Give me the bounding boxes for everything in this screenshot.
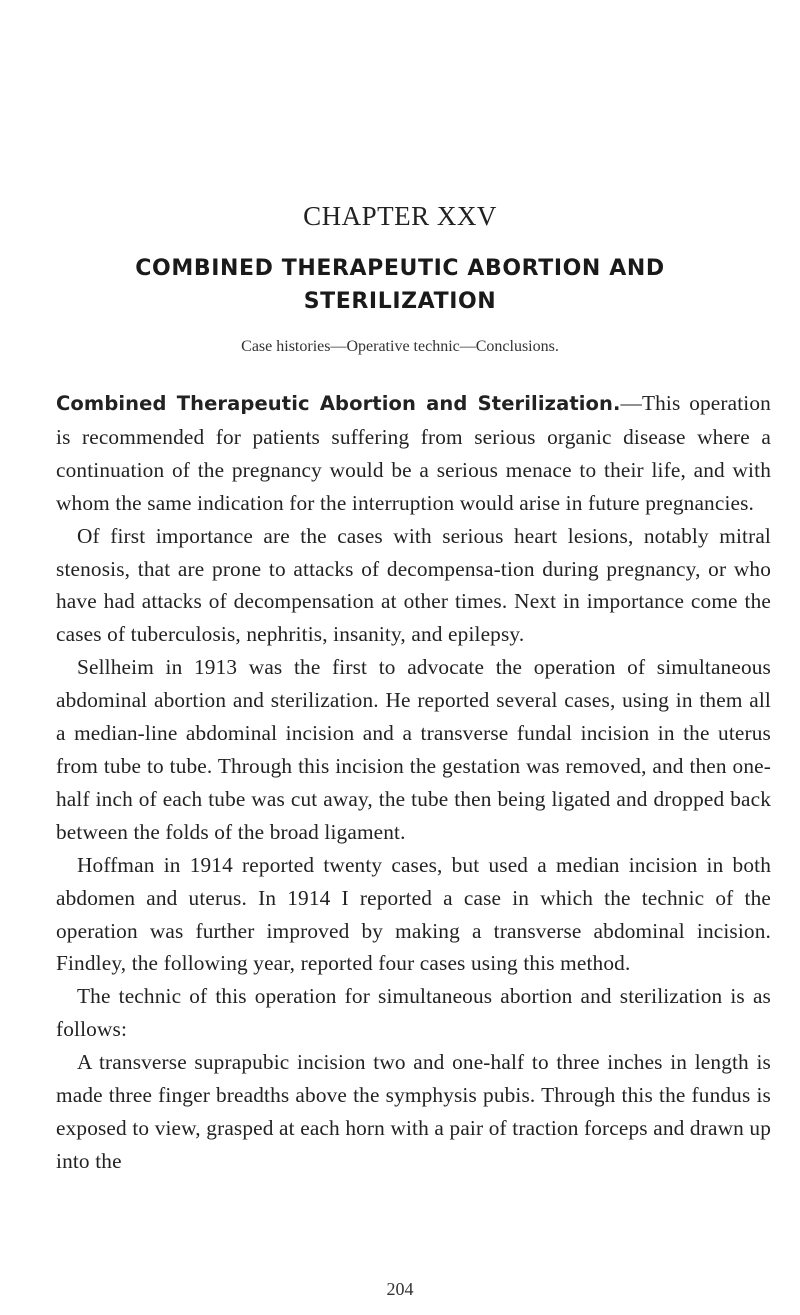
chapter-contents-summary: Case histories—Operative technic—Conclusions. — [241, 338, 559, 355]
chapter-title — [60, 252, 740, 318]
chapter-heading: CHAPTER XXV — [303, 201, 497, 231]
paragraph-1 — [56, 387, 771, 520]
run-in-heading: Combined Therapeutic Abortion and Sterilization. — [56, 392, 621, 415]
body-text — [56, 387, 771, 1178]
paragraph-2: Of first importance are the cases with serious heart lesions, notably mitral stenosis, that are prone to attacks of decompensa-tion during pregnancy, or who have had attacks of decompensation at other times. Next in importance come the cases of tuberculosis, nephritis, insanity, and epilepsy. — [56, 523, 771, 647]
paragraph-1-text: —This operation is recommended for patients suffering from serious organic disease where a continuation of the pregnancy would be a serious menace to their life, and with whom the same indication for the interruption would arise in future pregnancies. — [56, 391, 771, 515]
paragraph-3: Sellheim in 1913 was the first to advocate the operation of simultaneous abdominal abortion and sterilization. He reported several cases, using in them all a median-line abdominal incision and a transverse fundal incision in the uterus from tube to tube. Through this incision the gestation was removed, and then one-half inch of each tube was cut away, the tube then being ligated and dropped back between the folds of the broad ligament. — [56, 655, 771, 844]
page-number: 204 — [386, 1279, 414, 1299]
paragraph-5: The technic of this operation for simultaneous abortion and sterilization is as follows: — [56, 984, 771, 1042]
paragraph-4: Hoffman in 1914 reported twenty cases, but used a median incision in both abdomen and uterus. In 1914 I reported a case in which the technic of the operation was further improved by making a transverse abdominal incision. Findley, the following year, reported four cases using this method. — [56, 852, 771, 976]
chapter-title-line-1: COMBINED THERAPEUTIC ABORTION AND — [135, 256, 665, 281]
chapter-title-line-2: STERILIZATION — [303, 289, 497, 314]
paragraph-6: A transverse suprapubic incision two and one-half to three inches in length is made three finger breadths above the symphysis pubis. Through this the fundus is exposed to view, grasped at each horn with a pair of traction forceps and drawn up into the — [56, 1050, 771, 1173]
